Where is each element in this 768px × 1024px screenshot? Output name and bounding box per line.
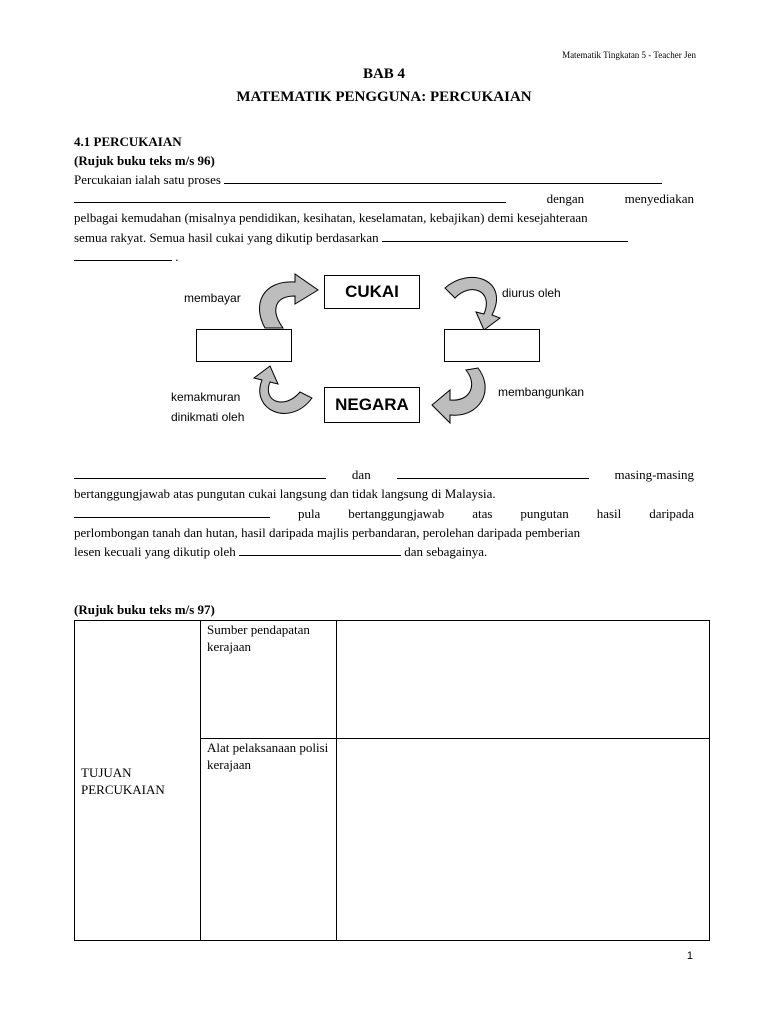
fill-blank-5[interactable] [74, 465, 326, 479]
para1-line1-text: Percukaian ialah satu proses [74, 172, 221, 187]
row-label-cell [201, 739, 337, 941]
para2-line5-a: lesen kecuali yang dikutip oleh [74, 544, 236, 559]
answer-box-left[interactable] [196, 329, 292, 362]
arrow-top-left [259, 274, 318, 328]
fill-blank-3[interactable] [382, 228, 628, 242]
para2-word-4: pungutan [520, 506, 569, 521]
para1-line5-end: . [175, 249, 179, 264]
para2-line2: bertanggungjawab atas pungutan cukai langsung dan tidak langsung di Malaysia. [74, 486, 496, 501]
para1-line1 [74, 170, 694, 189]
fill-blank-4[interactable] [74, 247, 172, 261]
para2-line1 [74, 465, 694, 484]
para1-line3-text: pelbagai kemudahan (misalnya pendidikan, kesihatan, keselamatan, kebajikan) demi kesejahteraan [74, 210, 588, 225]
para2-line5 [74, 542, 694, 561]
fill-blank-1[interactable] [224, 170, 662, 184]
arrow-bottom-left [254, 366, 312, 413]
page-number: 1 [686, 950, 693, 962]
section2-reference: (Rujuk buku teks m/s 97) [74, 602, 215, 617]
row-header-text: TUJUAN PERCUKAIAN [81, 764, 165, 797]
para2-word-2: bertanggungjawab [348, 506, 445, 521]
header-note: Matematik Tingkatan 5 - Teacher Jen [562, 50, 696, 60]
chapter-number: BAB 4 [362, 66, 406, 82]
para1-line3 [74, 208, 694, 227]
para1-line2 [74, 189, 694, 208]
para2-line4-text: perlombongan tanah dan hutan, hasil daripada majlis perbandaran, perolehan daripada pemberian [74, 525, 581, 540]
box-cukai: CUKAI [324, 275, 420, 309]
word-dan: dan [351, 467, 371, 482]
para2-word-1: pula [297, 506, 321, 521]
para2-line5-b: dan sebagainya. [404, 544, 488, 559]
row-label-cell [201, 621, 337, 739]
row-label: Alat pelaksanaan polisi kerajaan [207, 740, 329, 772]
word-dengan: dengan [546, 191, 585, 206]
para1-line4-text: semua rakyat. Semua hasil cukai yang dikutip berdasarkan [74, 230, 379, 245]
para2-word-6: daripada [649, 506, 694, 521]
label-membangunkan: membangunkan [498, 385, 585, 399]
label-kemakmuran: kemakmuran [171, 390, 241, 404]
table-row [75, 621, 710, 739]
arrow-bottom-right [432, 368, 485, 423]
label-diurus-oleh: diurus oleh [502, 286, 561, 300]
answer-box-right[interactable] [444, 329, 540, 362]
answer-cell-1[interactable] [337, 621, 710, 739]
para2-line4 [74, 523, 694, 542]
label-membayar: membayar [184, 291, 241, 305]
arrow-top-right [445, 277, 500, 330]
word-masing-masing: masing-masing [614, 467, 694, 482]
fill-blank-8[interactable] [239, 542, 401, 556]
label-dinikmati-oleh: dinikmati oleh [171, 410, 245, 424]
para2-word-3: atas [472, 506, 493, 521]
answer-cell-2[interactable] [337, 739, 710, 941]
purpose-table [74, 620, 710, 941]
para1-line4 [74, 228, 694, 247]
para2-word-5: hasil [596, 506, 622, 521]
section-reference: (Rujuk buku teks m/s 96) [74, 153, 215, 168]
fill-blank-2[interactable] [74, 189, 506, 203]
fill-blank-7[interactable] [74, 504, 270, 518]
fill-blank-6[interactable] [397, 465, 589, 479]
section-heading: 4.1 PERCUKAIAN [74, 134, 182, 149]
box-negara: NEGARA [324, 387, 420, 423]
row-header-cell [75, 621, 201, 941]
chapter-title: MATEMATIK PENGGUNA: PERCUKAIAN [236, 89, 532, 105]
word-menyediakan: menyediakan [624, 191, 694, 206]
para2-line3 [74, 504, 694, 523]
row-label: Sumber pendapatan kerajaan [207, 622, 310, 654]
